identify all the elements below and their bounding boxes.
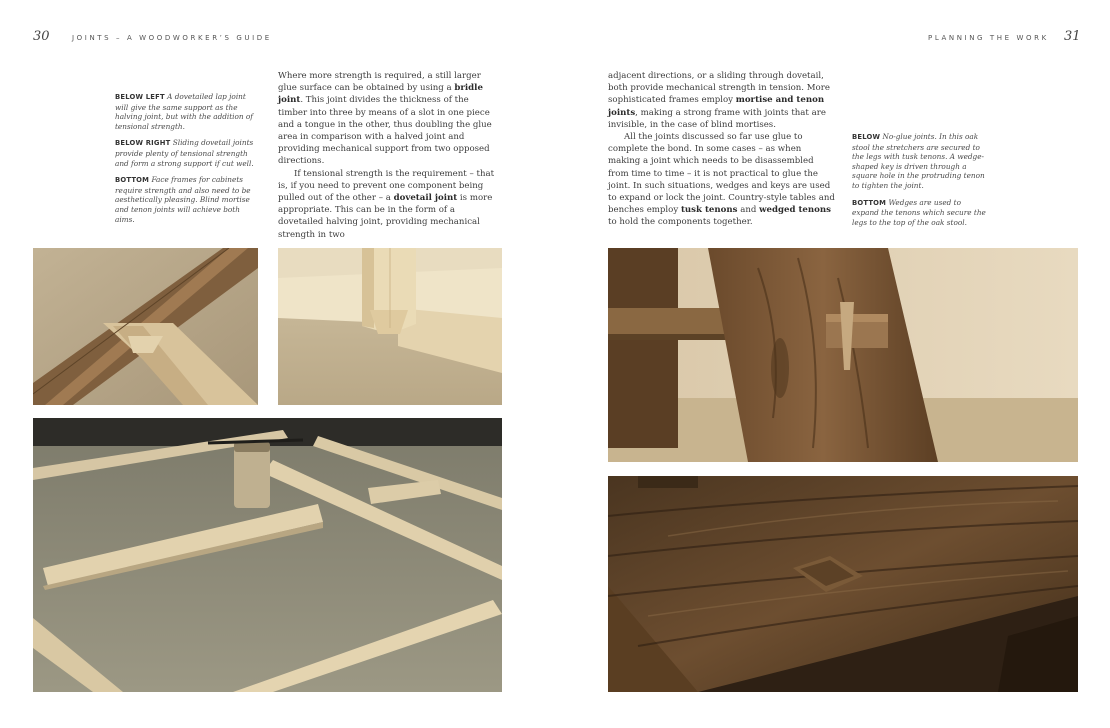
page-number-right: 31 (1064, 29, 1081, 44)
caption-bottom-right-page: BOTTOM Wedges are used to expand the tenons which secure the legs to the top of the oak stool. (852, 197, 986, 227)
body-column-left (278, 70, 500, 241)
term-mortise-tenon: mortise and tenon joints (608, 95, 825, 118)
caption-below-left: BELOW LEFT A dovetailed lap joint will give the same support as the halving joint, but with the addition of tensional strength. (115, 92, 254, 131)
term-bridle-joint: bridle joint (278, 83, 483, 106)
sliding-dovetail-joint-photo (278, 248, 502, 405)
paragraph: adjacent directions, or a sliding through dovetail, both provide mechanical strength in tension. More sophisticated frames employ mortise and tenon joints, making a strong frame with joints that are invisible, in the case of blind mortises. (608, 71, 830, 130)
body-column-right (608, 70, 836, 229)
caption-below-right: BELOW RIGHT Sliding dovetail joints provide plenty of tensional strength and form a strong support if cut well. (115, 138, 254, 168)
captions-right (852, 132, 988, 234)
oak-stool-tusk-tenon-photo (608, 248, 1078, 462)
caption-bottom-left: BOTTOM Face frames for cabinets require strength and also need to be aesthetically pleasing. Blind mortise and tenon joints will achieve both aims. (115, 175, 251, 224)
term-dovetail-joint: dovetail joint (393, 193, 458, 204)
paragraph: All the joints discussed so far use glue to complete the bond. In some cases – as when making a joint which needs to be disassembled from time to time – it is not practical to glue the joint. In such situations, wedges and keys are used to expand or lock the joint. Country-style tables and benches employ tusk tenons and wedged tenons to hold the components together. (608, 132, 835, 228)
captions-left (115, 92, 255, 231)
running-head-right: PLANNING THE WORK (928, 34, 1049, 42)
running-head-left: JOINTS – A WOODWORKER’S GUIDE (72, 34, 272, 42)
term-wedged-tenons: wedged tenons (759, 205, 831, 216)
caption-below-right-page: BELOW No-glue joints. In this oak stool the stretchers are secured to the legs with tusk tenons. A wedge-shaped key is driven through a square hole in the protruding tenon to tighten the joint. (852, 132, 985, 190)
paragraph: If tensional strength is the requirement – that is, if you need to prevent one component being pulled out of the other – a dovetail joint is more appropriate. This can be in the form of a dovetailed halving joint, providing mechanical strength in two (278, 168, 495, 240)
dovetailed-lap-joint-photo (33, 248, 258, 405)
page-number-left: 30 (33, 29, 50, 44)
oak-stool-wedged-tenon-top-photo (608, 476, 1078, 692)
paragraph: Where more strength is required, a still larger glue surface can be obtained by using a bridle joint. This joint divides the thickness of the timber into three by means of a slot in one piece and a tongue in the other, thus doubling the glue area in comparison with a halved joint and providing mechanical support from two opposed directions. (278, 71, 492, 167)
term-tusk-tenons: tusk tenons (680, 205, 738, 216)
face-frame-assembly-photo (33, 418, 502, 692)
